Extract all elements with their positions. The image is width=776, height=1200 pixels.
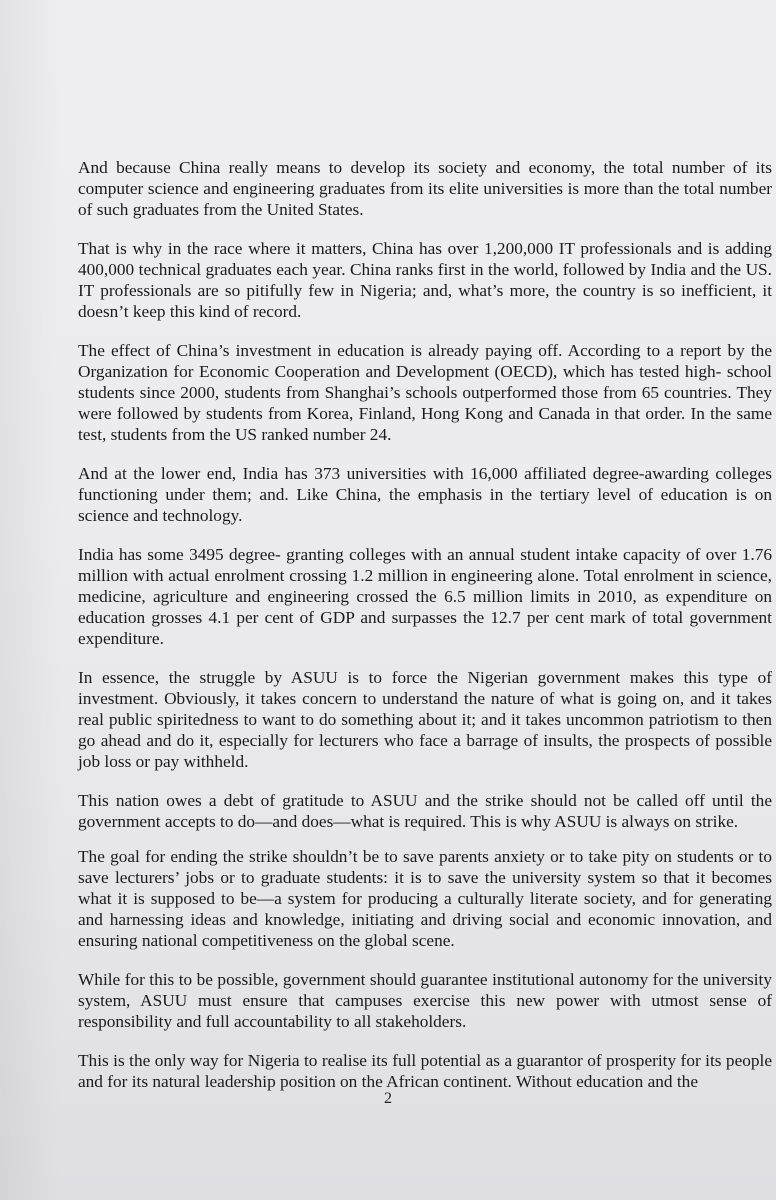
page-shadow (0, 0, 60, 1200)
paragraph-debt-of-gratitude: This nation owes a debt of gratitude to ASUU and the strike should not be called off until the government accepts to do—and does—what is required. This is why ASUU is always on strike. (78, 791, 772, 831)
paragraph-nigeria-potential: This is the only way for Nigeria to realise its full potential as a guarantor of prosperity for its people and for its natural leadership position on the African continent. Without education and the (78, 1051, 772, 1091)
paragraph-institutional-autonomy: While for this to be possible, government should guarantee institutional autonomy for the university system, ASUU must ensure that campuses exercise this new power with utmost sense of responsibility and full accountability to all stakeholders. (78, 970, 772, 1031)
paragraph-india-colleges: India has some 3495 degree- granting colleges with an annual student intake capacity of over 1.76 million with actual enrolment crossing 1.2 million in engineering alone. Total enrolment in science, medicine, agriculture and engineering crossed the 6.5 million limits in 2010, as expenditure on education grosses 4.1 per cent of GDP and surpasses the 12.7 per cent mark of total government expenditure. (78, 545, 772, 648)
document-body (78, 157, 772, 1110)
paragraph-oecd-report: The effect of China’s investment in education is already paying off. According to a report by the Organization for Economic Cooperation and Development (OECD), which has tested high- school students since 2000, students from Shanghai’s schools outperformed those from 65 countries. They were followed by students from Korea, Finland, Hong Kong and Canada in that order. In the same test, students from the US ranked number 24. (78, 341, 772, 444)
paragraph-china-it-professionals: That is why in the race where it matters, China has over 1,200,000 IT professionals and is adding 400,000 technical graduates each year. China ranks first in the world, followed by India and the US. IT professionals are so pitifully few in Nigeria; and, what’s more, the country is so inefficient, it doesn’t keep this kind of record. (78, 239, 772, 321)
paragraph-india-universities: And at the lower end, India has 373 universities with 16,000 affiliated degree-awarding colleges functioning under them; and. Like China, the emphasis in the tertiary level of education is on science and technology. (78, 464, 772, 525)
paragraph-asuu-struggle: In essence, the struggle by ASUU is to force the Nigerian government makes this type of investment. Obviously, it takes concern to understand the nature of what is going on, and it takes real public spiritedness to want to do something about it; and it takes uncommon patriotism to then go ahead and do it, especially for lecturers who face a barrage of insults, the prospects of possible job loss or pay withheld. (78, 668, 772, 771)
page-number: 2 (384, 1090, 392, 1107)
paragraph-goal-ending-strike: The goal for ending the strike shouldn’t be to save parents anxiety or to take pity on students or to save lecturers’ jobs or to graduate students: it is to save the university system so that it becomes what it is supposed to be—a system for producing a culturally literate society, and for generating and harnessing ideas and knowledge, initiating and driving social and economic innovation, and ensuring national competitiveness on the global scene. (78, 847, 772, 950)
paragraph-china-graduates: And because China really means to develop its society and economy, the total number of its computer science and engineering graduates from its elite universities is more than the total number of such graduates from the United States. (78, 158, 772, 219)
